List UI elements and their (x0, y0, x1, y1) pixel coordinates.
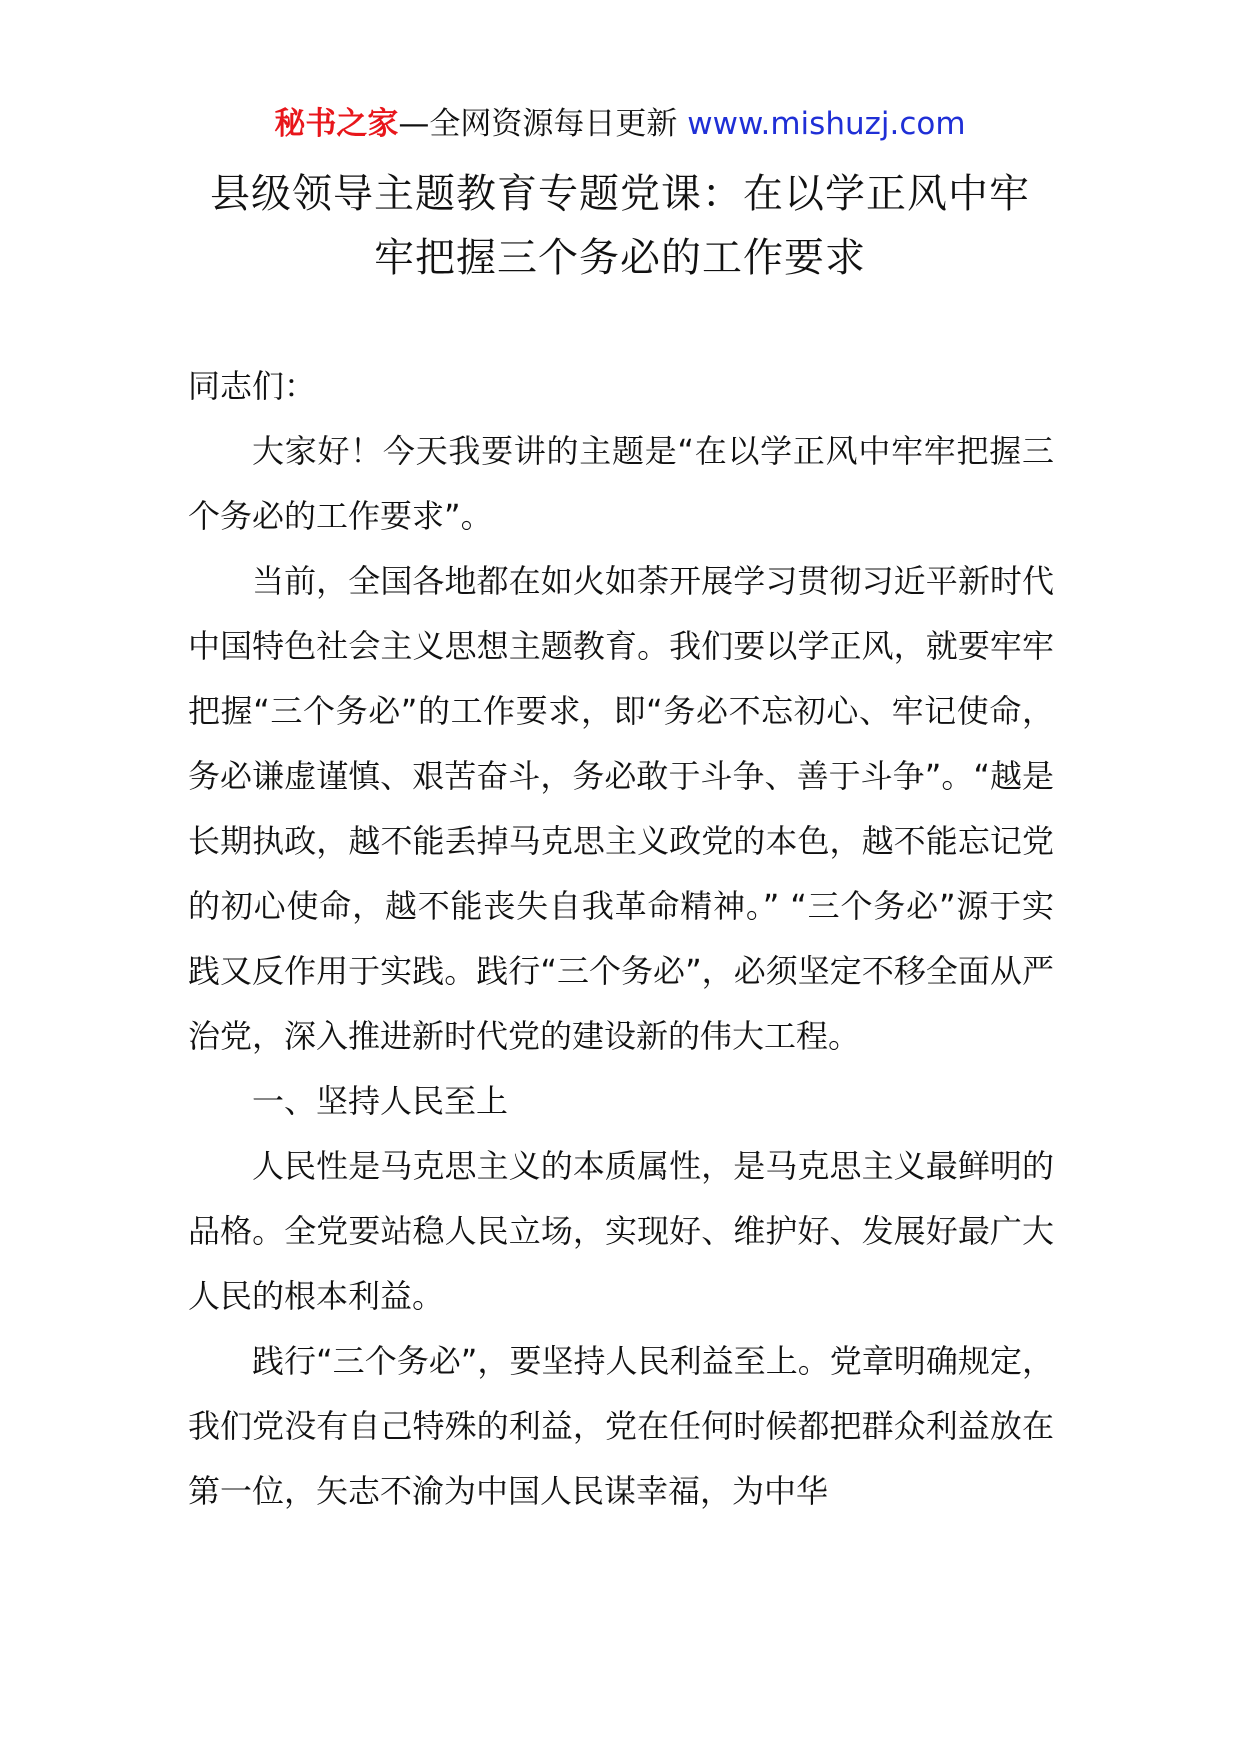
site-url-link[interactable]: www.mishuzj.com (687, 106, 966, 142)
section-heading-1: 一、坚持人民至上 (252, 1082, 509, 1120)
site-brand: 秘书之家 (274, 106, 399, 142)
site-slogan: —全网资源每日更新 (398, 106, 678, 142)
paragraph-greeting: 大家好！今天我要讲的主题是“在以学正风中牢牢把握三个务必的工作要求”。 (188, 432, 1054, 535)
site-banner (0, 102, 1240, 146)
paragraph-people-interest: 践行“三个务必”，要坚持人民利益至上。党章明确规定，我们党没有自己特殊的利益，党在任何时候都把群众利益放在第一位，矢志不渝为中国人民谋幸福，为中华 (188, 1342, 1054, 1510)
paragraph-people-nature: 人民性是马克思主义的本质属性，是马克思主义最鲜明的品格。全党要站稳人民立场，实现好、维护好、发展好最广大人民的根本利益。 (188, 1147, 1054, 1315)
title-line-2: 牢把握三个务必的工作要求 (374, 235, 866, 281)
title-line-1: 县级领导主题教育专题党课：在以学正风中牢 (210, 171, 1030, 217)
document-title (150, 162, 1090, 290)
document-body (188, 354, 1054, 1524)
salutation: 同志们： (188, 367, 317, 405)
paragraph-background: 当前，全国各地都在如火如荼开展学习贯彻习近平新时代中国特色社会主义思想主题教育。我们要以学正风，就要牢牢把握“三个务必”的工作要求，即“务必不忘初心、牢记使命，务必谦虚谨慎、艰苦奋斗，务必敢于斗争、善于斗争”。“越是长期执政，越不能丢掉马克思主义政党的本色，越不能忘记党的初心使命，越不能丧失自我革命精神。” “三个务必”源于实践又反作用于实践。践行“三个务必”，必须坚定不移全面从严治党，深入推进新时代党的建设新的伟大工程。 (188, 562, 1054, 1055)
